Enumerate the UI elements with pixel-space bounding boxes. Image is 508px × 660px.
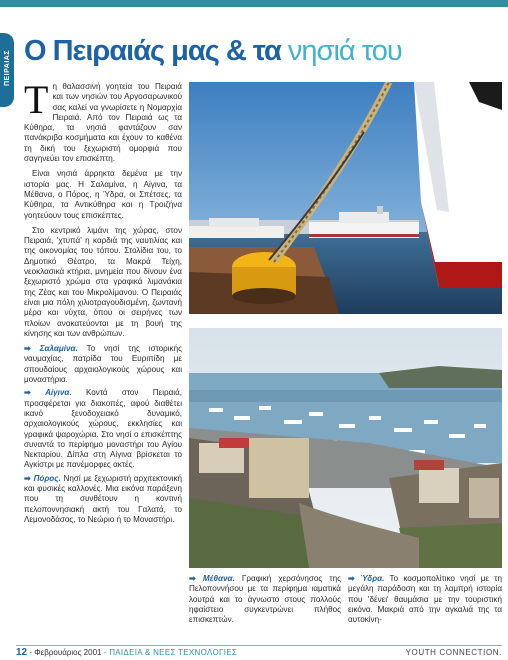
arrow-icon: ➡ (348, 574, 355, 583)
bullet-name: Μέθανα. (202, 574, 235, 583)
article-title (24, 31, 504, 71)
footer-publisher: YOUTH CONNECTION. (405, 648, 502, 657)
bullet-methana (189, 574, 341, 625)
aerial-harbour-image (189, 328, 502, 568)
bullet-salamina (24, 344, 182, 385)
paragraph-1: Είναι νησιά άρρηκτα δεμένα με την ιστορία μας. Η Σαλαμίνα, η Αίγινα, τα Μέθανα, ο Πόρος, η Ύδρα, οι Σπέτσες, τα Κύθηρα, τα Αντικύθηρα και η Τροιζήνα γοητεύουν τους επισκέπτες. (24, 169, 182, 220)
bullet-text: Γραφική χερσόνησος της Πελοποννήσου με τα περίφημα ιαματικά λουτρά και το άγνωστο στους πολλούς ηφαίστειο συγκεντρώνει πλήθος επισκεπτών. (189, 574, 341, 625)
intro-paragraph (24, 77, 182, 164)
title-part-1: Ο Πειραιάς (24, 35, 165, 67)
top-color-bar (0, 0, 508, 7)
bullet-name: Πόρος. (33, 473, 61, 483)
section-tab (0, 33, 14, 107)
bullet-poros (24, 474, 182, 525)
arrow-icon: ➡ (24, 344, 31, 354)
arrow-icon: ➡ (189, 574, 196, 583)
section-tab-label: ΠΕΙΡΑΙΑΣ (4, 49, 11, 87)
footer-divider (16, 645, 502, 646)
harbour-photo (189, 82, 502, 314)
harbour-photo-image (189, 82, 502, 314)
magazine-name: - ΠΑΙΔΕΙΑ & ΝΕΕΣ ΤΕΧΝΟΛΟΓΙΕΣ (103, 648, 238, 657)
bottom-column-methana (189, 574, 341, 642)
drop-cap: Τ (24, 77, 49, 122)
bullet-text: Νησί με ξεχωριστή αρχιτεκτονική και φυσικές καλλονές. Μια εικόνα παράξενη που τη συνθέτουν η κοντινή πελοποννησιακή ακτή του Γαλατά, το Λεμονοδάσος, το Νεώριο ή το Μοναστήρι. (24, 473, 183, 524)
title-part-2: μας & τα (164, 35, 288, 67)
intro-text: η θαλασσινή γοητεία του Πειραιά και των νησιών του Αργοσαρωνικού σας καλεί να γνωρίσετε η Νομαρχία Πειραιά. Από τον Πειραιά ως τα Κύθηρα, τα νησιά φαντάζουν σαν πανάκριβα κοσμήματα και έχουν το καθένα τη δική του ξεχωριστή ομορφιά που σαγηνεύει τον επισκέπτη. (24, 82, 182, 164)
arrow-icon: ➡ (24, 473, 31, 483)
bottom-column-ydra (348, 574, 502, 642)
left-text-column (24, 77, 183, 642)
paragraph-2: Στο κεντρικό λιμάνι της χώρας, στον Πειραιά, 'χτυπά' η καρδιά της ναυτιλίας και της οικονομίας του τόπου. Στολίδια του, το Δημοτικό Θέατρο, τα Μακρά Τείχη, νεοκλασικά κτήρια, μνημεία που δίνουν ένα ξεχωριστό χρώμα στα γραφικά λιμανάκια της Ζέας και του Μικρολίμανου. Ο Πειραιάς είναι μια πόλη χιλιοτραγουδισμένη, ζωντανή μέρα και νύχτα, όπου οι σειρήνες των πλοίων ανακατεύονται με τη βουή της κίνησης και των ανθρώπων. (24, 225, 182, 338)
bullet-text: Το κοσμοπολίτικο νησί με τη μεγάλη παράδοση και τη λαμπρή ιστορία που 'δένει' θαυμάσια με την τουριστική εικόνα. Μακριά από την αγκαλιά της τα αυτοκίνη- (348, 574, 502, 625)
bullet-text: Το νησί της ιστορικής ναυμαχίας, πατρίδα του Ευριπίδη με σπουδαίους αρχαιολογικούς χώρους και μοναστήρια. (24, 344, 182, 385)
title-part-3: νησιά του (287, 35, 402, 67)
aerial-harbour-photo (189, 328, 502, 568)
arrow-icon: ➡ (24, 388, 31, 398)
bullet-aigina (24, 388, 182, 470)
bullet-name: Ύδρα. (360, 574, 385, 583)
issue-date: Φεβρουάριος 2001 (34, 648, 102, 657)
bullet-name: Αίγινα. (45, 388, 72, 398)
bullet-ydra (348, 574, 502, 625)
bullet-name: Σαλαμίνα. (39, 344, 78, 354)
footer-separator: - (29, 648, 33, 657)
page-footer (16, 647, 502, 659)
page-number: 12 (16, 647, 28, 658)
bullet-text: Κοντά στον Πειραιά, προσφέρεται για διακοπές, αφού διαθέτει ικανό ξενοδοχειακό δυναμικό, αρχαιολογικούς χώρους, εκκλησίες και γραφικά ψαροχώρια. Στο νησί ο επισκέπτης συναντά το περίφημο μοναστήρι του Αγίου Νεκταρίου. Δίπλα στη Αίγινα βρίσκεται το Αγκίστρι με πανέμορφες ακτές. (24, 388, 183, 470)
